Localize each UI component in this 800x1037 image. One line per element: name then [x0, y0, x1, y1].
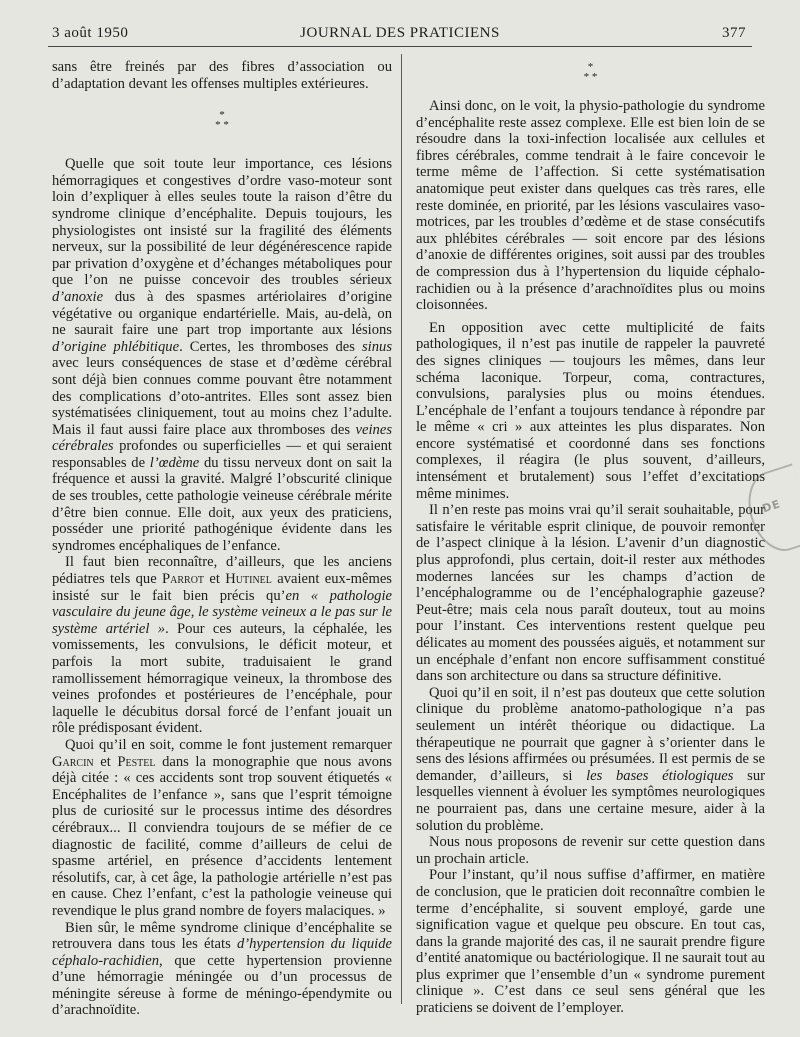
header-date: 3 août 1950: [52, 25, 129, 41]
paragraph: Pour l’instant, qu’il nous suffise d’affirmer, en matière de conclusion, que le praticien doit reconnaître combien le terme d’encéphalite, si souvent employé, garde une signification vague et quelque peu obscure. En tout cas, dans la grande majorité des cas, il ne saurait prendre figure d’entité anatomique ou bactériologique. Il ne saurait tout au plus exprimer que l’ensemble d’un « syndrome purement clinique ». C’est dans ce seul sens général que les praticiens se doivent de l’employer.: [416, 867, 765, 1017]
left-column: [52, 59, 392, 1019]
paragraph: Il faut bien reconnaître, d’ailleurs, que les anciens pédiatres tels que Parrot et Hutinel avaient eux-mêmes insisté sur le fait bien précis qu’en « pathologie vasculaire du jeune âge, le système veineux a le pas sur le système artériel ». Pour ces auteurs, la céphalée, les vomissements, les convulsions, le déficit moteur, et parfois la mort subite, traduisaient le grand ramollissement hémorragique veineux, la thrombose des veines profondes et postérieures de l’encéphale, pour laquelle le décubitus dorsal forcé de l’enfant jouait un rôle prédisposant évident.: [52, 554, 392, 737]
header-journal-title: JOURNAL DES PRATICIENS: [300, 25, 500, 41]
running-header: [48, 18, 752, 47]
paragraph: Bien sûr, le même syndrome clinique d’encéphalite se retrouvera dans tous les états d’hypertension du liquide céphalo-rachidien, que cette hypertension provienne d’une hémorragie méningée ou d’un processus de méningite séreuse à forme de méningo-épendymite ou d’arachnoïdite.: [52, 919, 393, 1019]
paragraph: Quoi qu’il en soit, comme le font justement remarquer Garcin et Pestel dans la monographie que nous avons déjà citée : « ces accidents sont trop souvent étiquetés « Encéphalites de l’enfance », sans que l’esprit témoigne plus de curiosité sur le processus intime des désordres cérébraux... Il conviendra toujours de se méfier de ce diagnostic de facilité, comme d’ailleurs de celui de spasme artériel, en présence d’accidents lentement résolutifs, car, à cet âge, la pathologie artérielle n’est pas en cause. Chez l’enfant, c’est la pathologie veineuse qui revendique le plus grand nombre de foyers malaciques. »: [52, 736, 392, 919]
paragraph: En opposition avec cette multiplicité de faits pathologiques, il n’est pas inutile de rappeler la pauvreté des signes cliniques — toujours les mêmes, dans leur schéma laconique. Torpeur, coma, contractures, convulsions, paralysies plus ou moins étendues. L’encéphale de l’enfant a toujours tendance à répondre par le même « cri » aux atteintes les plus disparates. Non encore systématisé et coordonné dans ses fonctions complexes, il réagira (le plus souvent, d’ailleurs, intensément et brutalement) sous l’effet d’excitations même minimes.: [416, 319, 765, 502]
paragraph: Quelle que soit toute leur importance, ces lésions hémorragiques et congestives d’ordre vaso-moteur sont loin d’expliquer à elles seules toute la raison d’être du syndrome clinique d’encéphalite. Depuis toujours, les physiologistes ont insisté sur la fragilité des éléments nerveux, sur la possibilité de leur dégénérescence rapide par privation d’oxygène et d’échanges métaboliques pour que l’on ne puisse concevoir des troubles sérieux d’anoxie dus à des spasmes artériolaires d’origine végétative ou organique endartérielle. Mais, au-delà, on ne saurait faire une part trop importante aux lésions d’origine phlébitique. Certes, les thromboses des sinus avec leurs conséquences de stase et d’œdème cérébral sont déjà bien connues comme pouvant être notamment des complications d’oto-antrites. Elles sont assez bien systématisées cliniquement, tout au moins chez l’adulte. Mais il faut aussi faire place aux thromboses des veines cérébrales profondes ou superficielles — et qui seraient responsables de l’œdème du tissu nerveux dont on sait la fréquence et aussi la gravité. Malgré l’obscurité clinique de ses troubles, cette pathologie veineuse cérébrale mérite d’être bien connue. Elle doit, aux yeux des praticiens, posséder une priorité pathogénique évidente dans les syndromes encéphaliques de l’enfance.: [52, 156, 393, 554]
paragraph: sans être freinés par des fibres d’association ou d’adaptation devant les offenses multiples extérieures.: [52, 59, 392, 92]
right-column: [416, 62, 765, 1017]
paragraph: Quoi qu’il en soit, il n’est pas douteux que cette solution clinique du problème anatomo-pathologique n’a pas seulement un intérêt théorique ou didactique. La thérapeutique ne pourrait que gagner à s’orienter dans le sens des lésions affirmées ou présumées. Il est permis de se demander, d’ailleurs, si les bases étiologiques sur lesquelles viennent à évoluer les symptômes neurologiques ne pourraient pas, dans une certaine mesure, aider à la solution du problème.: [416, 684, 765, 834]
section-separator: * * *: [583, 61, 598, 83]
section-separator: * * *: [215, 109, 229, 132]
paragraph: Il n’en reste pas moins vrai qu’il serait souhaitable, pour satisfaire le véritable esprit clinique, de pouvoir remonter de l’aspect clinique à la lésion. L’avenir d’un diagnostic plus approfondi, plus certain, doit-il rester aux méthodes modernes lancées sur les champs d’action de l’encéphalogramme ou de l’encéphalographie gazeuse? Peut-être; mais cela nous paraît douteux, tout au moins pour l’instant. Ces interventions restent quelque peu délicates au moment des poussées aiguës, et notamment sur un encéphale d’enfant non encore suffisamment constitué dans son architecture ou dans sa structure définitive.: [416, 502, 765, 685]
paragraph: Nous nous proposons de revenir sur cette question dans un prochain article.: [416, 834, 765, 867]
paragraph: Ainsi donc, on le voit, la physio-pathologie du syndrome d’encéphalite reste assez complexe. Elle est bien loin de se résoudre dans la toxi-infection localisée aux cellules et fibres cérébrales, comme tendrait à le faire concevoir le terme même de l’affection. Si cette systématisation anatomique peut exister dans quelques cas très rares, elle reste dominée, en priorité, par les lésions vasculaires vaso-motrices, par les troubles d’œdème et de stase consécutifs aux phlébites cérébrales — soit encore par des lésions d’anoxie de différentes origines, soit aussi par des troubles de compression dus à l’hypertension du liquide céphalo-rachidien ou à la présence d’arachnoïdites plus ou moins cloisonnées.: [416, 98, 765, 314]
column-divider: [401, 54, 402, 1004]
header-page-number: 377: [722, 25, 746, 41]
stamp-text: DE: [760, 497, 783, 516]
